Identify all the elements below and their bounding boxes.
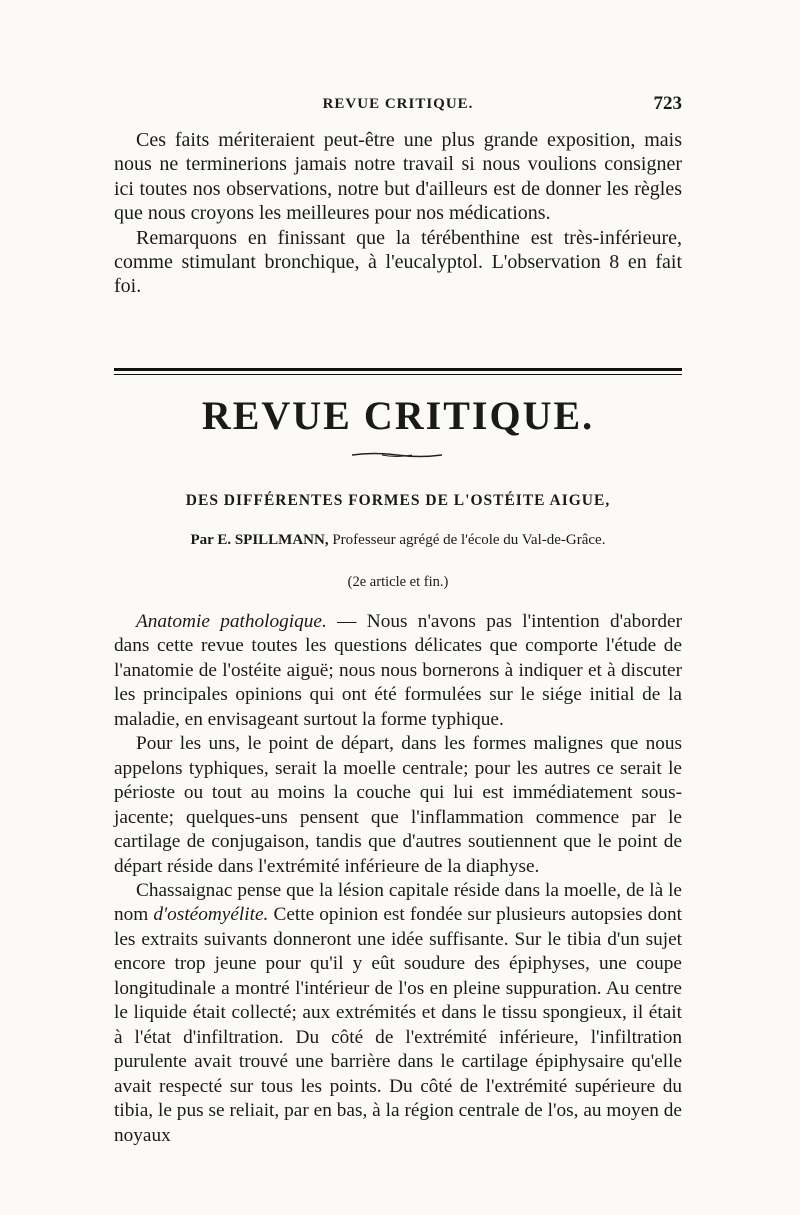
intro-paragraph-1: Ces faits mériteraient peut-être une plus grande exposition, mais nous ne terminerions jamais notre travail si nous voulions consigner ici toutes nos observations, notre but d'ailleurs est de donner les règles que nous croyons les meilleures pour nos médications. xyxy=(114,129,682,225)
title-ornament xyxy=(352,452,442,458)
section-lead-term: Anatomie pathologique. xyxy=(136,611,327,632)
byline-role: Professeur agrégé de l'école du Val-de-Grâce. xyxy=(332,532,606,548)
body-paragraph-3-part-b: Cette opinion est fondée sur plusieurs autopsies dont les extraits suivants donneront une idée suffisante. Sur le tibia d'un sujet encore trop jeune pour qu'il y eût soudure des épiphyses, une coupe longitudinale a montré l'intérieur de l'os en pleine suppuration. Au centre le liquide était collecté; aux extrémités et dans le tissu spongieux, il était à l'état d'infiltration. Du côté de l'extrémité inférieure, l'infiltration purulente avait trouvé une barrière dans le cartilage épiphysaire qu'elle avait respecté sur tous les points. Du côté de l'extrémité supérieure du tibia, le pus se reliait, par en bas, à la région centrale de l'os, au moyen de noyaux xyxy=(114,904,682,1146)
article-subtitle: DES DIFFÉRENTES FORMES DE L'OSTÉITE AIGUE, xyxy=(185,492,611,509)
running-head-title: REVUE CRITIQUE. xyxy=(322,96,474,112)
intro-paragraph-2: Remarquons en finissant que la térébenthine est très-inférieure, comme stimulant bronchique, à l'eucalyptol. L'observation 8 en fait foi. xyxy=(114,226,682,298)
section-title: REVUE CRITIQUE. xyxy=(201,393,595,438)
article-body xyxy=(114,610,682,1148)
byline xyxy=(114,532,682,549)
body-paragraph-2: Pour les uns, le point de départ, dans les formes malignes que nous appelons typhiques, serait la moelle centrale; pour les autres ce serait le périoste ou tout au moins la couche qui lui est immédiatement sous-jacente; quelques-uns pensent que l'inflammation commence par le cartilage de conjugaison, tandis que d'autres soutiennent que le point de départ réside dans l'extrémité inférieure de la diaphyse. xyxy=(114,733,682,877)
divider-thin-rule xyxy=(114,374,682,375)
body-paragraph-1-text: — Nous n'avons pas l'intention d'aborder dans cette revue toutes les questions délicates que comporte l'étude de l'anatomie de l'ostéite aiguë; nous nous bornerons à indiquer et à discuter les principales opinions qui ont été formulées sur le siége initial de la maladie, en envisageant surtout la forme typhique. xyxy=(114,611,682,730)
divider-thick-rule xyxy=(114,368,682,371)
section-divider xyxy=(114,368,682,375)
installment-note: (2e article et fin.) xyxy=(347,574,449,590)
running-head xyxy=(114,93,682,120)
body-paragraph-1 xyxy=(114,610,682,732)
page-number: 723 xyxy=(653,93,682,114)
intro-text xyxy=(114,128,682,299)
body-paragraph-3 xyxy=(114,879,682,1148)
body-paragraph-3-part-a: Chassaignac pense que la lésion capitale réside dans la moelle, de là le nom xyxy=(114,879,682,926)
osteomyelite-term: d'ostéomyélite. xyxy=(153,904,269,926)
byline-author: Par E. SPILLMANN, xyxy=(190,532,329,548)
